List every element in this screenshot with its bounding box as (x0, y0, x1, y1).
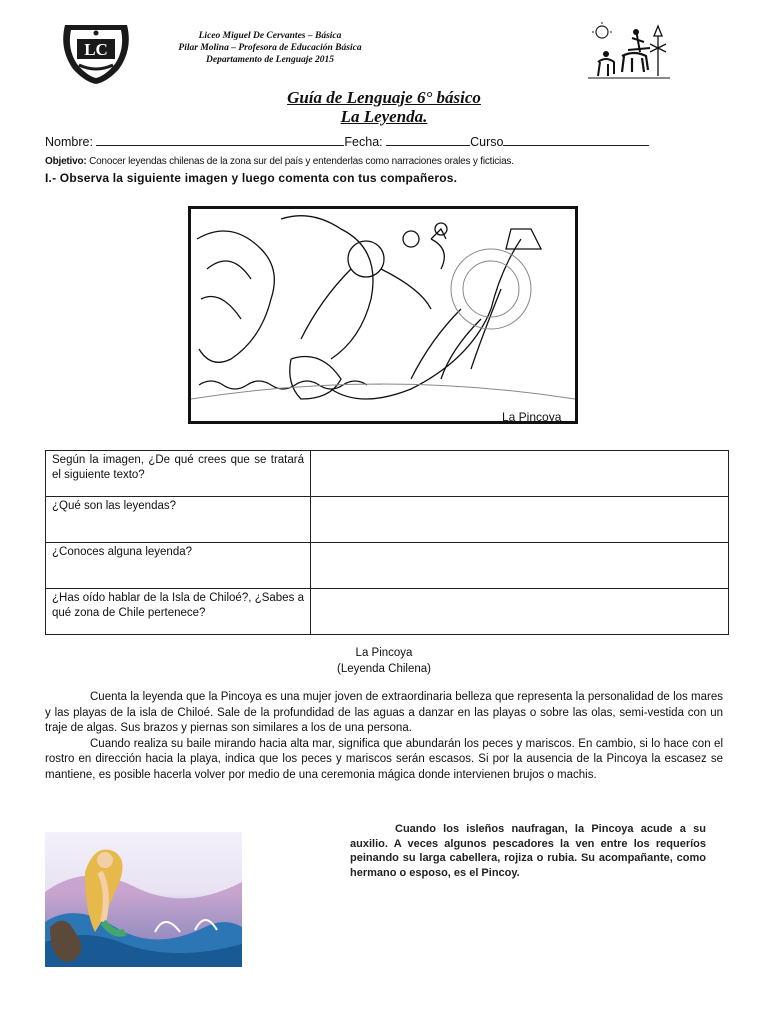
objective-text: Conocer leyendas chilenas de la zona sur del país y entenderlas como narraciones orales y ficticias. (86, 156, 514, 167)
story-body (45, 690, 723, 783)
name-label: Nombre: (45, 135, 93, 149)
name-input-line[interactable] (96, 134, 344, 146)
question-cell: ¿Has oído hablar de la Isla de Chiloé?, ¿Sabes a qué zona de Chile pertenece? (46, 589, 311, 635)
answer-cell[interactable] (311, 589, 729, 635)
table-row (46, 451, 729, 497)
objective-label: Objetivo: (45, 156, 87, 167)
course-label: Curso (470, 135, 504, 149)
school-line: Liceo Miguel De Cervantes – Básica (198, 31, 342, 41)
answer-cell[interactable] (311, 497, 729, 543)
teacher-line: Pilar Molina – Profesora de Educación Básica (178, 43, 362, 53)
question-cell: Según la imagen, ¿De qué crees que se tratará el siguiente texto? (46, 451, 311, 497)
page-subtitle: La Leyenda. (340, 107, 428, 126)
side-paragraph-text: Cuando los isleños naufragan, la Pincoya acude a su auxilio. A veces algunos pescadores la ven entre los requeríos peinando su larga cabellera, rojiza o rubia. Su acompañante, como hermano o esposo, es el Pincoy. (350, 823, 706, 879)
page-title: Guía de Lenguaje 6° básico (287, 88, 481, 107)
table-row (46, 497, 729, 543)
objective (45, 156, 514, 167)
answer-cell[interactable] (311, 543, 729, 589)
student-fields (45, 134, 649, 149)
table-row (46, 589, 729, 635)
date-input-line[interactable] (386, 134, 470, 146)
pincoya-illustration (188, 206, 578, 424)
school-header (140, 30, 400, 66)
school-logo (57, 19, 135, 85)
question-cell: ¿Qué son las leyendas? (46, 497, 311, 543)
story-subtitle: (Leyenda Chilena) (337, 663, 431, 675)
quixote-illustration (588, 22, 670, 84)
questions-table (45, 450, 729, 635)
course-input-line[interactable] (503, 134, 649, 146)
instruction: I.- Observa la siguiente imagen y luego comenta con tus compañeros. (45, 171, 458, 185)
department-line: Departamento de Lenguaje 2015 (206, 55, 334, 65)
story-title: La Pincoya (355, 647, 413, 659)
story-paragraph: Cuando realiza su baile mirando hacia alta mar, significa que abundarán los peces y mariscos. En cambio, si lo hace con el rostro en dirección hacia la playa, indica que los peces y mariscos serán escasos. Si por la ausencia de la Pincoya la escasez se mantiene, es posible hacerla volver por medio de una ceremonia mágica donde intervienen brujos o machis. (45, 737, 723, 781)
story-paragraph: Cuenta la leyenda que la Pincoya es una mujer joven de extraordinaria belleza que representa la personalidad de los mares y las playas de la isla de Chiloé. Sale de la profundidad de las aguas a danzar en las playas o sobre las olas, semi-vestida con un traje de algas. Sus brazos y piernas son similares a los de una persona. (45, 691, 723, 734)
table-row (46, 543, 729, 589)
logo-text: LC (84, 40, 108, 59)
question-cell: ¿Conoces alguna leyenda? (46, 543, 311, 589)
answer-cell[interactable] (311, 451, 729, 497)
image-caption: La Pincoya (502, 410, 562, 424)
date-label: Fecha: (344, 135, 383, 149)
pincoya-color-image (45, 832, 242, 967)
side-paragraph (350, 822, 706, 880)
